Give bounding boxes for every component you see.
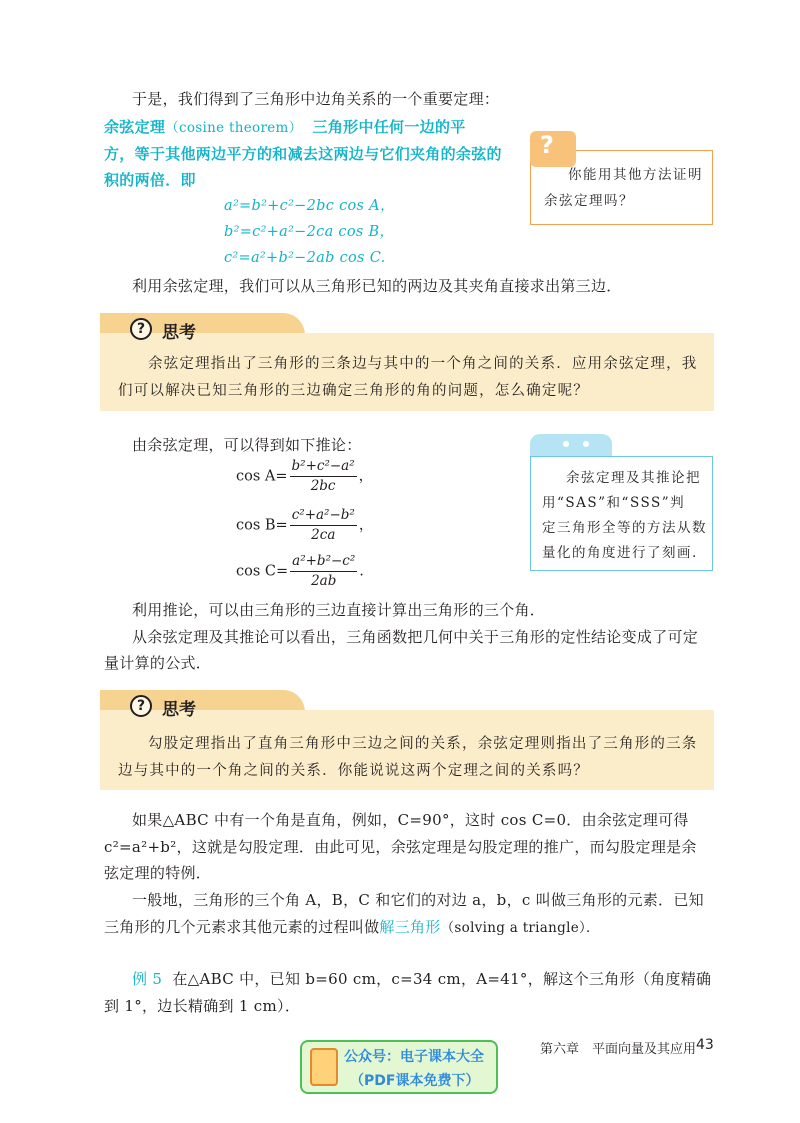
book-icon bbox=[310, 1048, 338, 1086]
example-label: 例 5 bbox=[132, 970, 163, 988]
formula-c: c²=a²+b²−2ab cos C. bbox=[224, 250, 386, 266]
think-title-1: 思考 bbox=[162, 323, 196, 343]
sidebar-dot-icon bbox=[583, 441, 589, 447]
example-text-1: 在△ABC 中，已知 b=60 cm，c=34 cm，A=41°，解这个三角形（角度精确 bbox=[172, 970, 712, 988]
think-title-2: 思考 bbox=[162, 700, 196, 720]
sidebar-note-1-line-2: 余弦定理吗？ bbox=[544, 193, 634, 209]
para-1b: 量计算的公式． bbox=[104, 654, 212, 672]
sidebar-note-2-line-4: 量化的角度进行了刻画. bbox=[542, 545, 698, 561]
sidebar-dot-icon bbox=[563, 441, 569, 447]
think-question-icon: ? bbox=[130, 318, 152, 340]
corollary-a-lhs: cos A= bbox=[236, 468, 288, 485]
corollary-a-comma: ， bbox=[358, 468, 374, 485]
theorem-statement-1: 三角形中任何一边的平 bbox=[312, 118, 466, 136]
footer-chapter: 第六章 平面向量及其应用 bbox=[540, 1042, 697, 1057]
think-1-line-2: 们可以解决已知三角形的三边确定三角形的角的问题，怎么确定呢？ bbox=[118, 383, 589, 399]
corollary-a-num: b²+c²−a² bbox=[290, 458, 357, 477]
intro-text: 于是，我们得到了三角形中边角关系的一个重要定理： bbox=[132, 90, 500, 108]
theorem-name: 余弦定理 bbox=[104, 118, 166, 136]
sidebar-note-2-line-3: 定三角形全等的方法从数 bbox=[542, 520, 707, 536]
corollary-a-den: 2bc bbox=[310, 478, 336, 494]
para-3a: 一般地，三角形的三个角 A，B，C 和它们的对边 a，b，c 叫做三角形的元素．已知 bbox=[132, 891, 704, 909]
think-1-line-1: 余弦定理指出了三角形的三条边与其中的一个角之间的关系．应用余弦定理，我 bbox=[148, 356, 698, 372]
sidebar-note-2-tab bbox=[530, 434, 612, 456]
badge-line-2: （PDF课本免费下） bbox=[350, 1073, 480, 1089]
theorem-english: （cosine theorem） bbox=[165, 120, 303, 136]
corollary-c bbox=[236, 553, 364, 590]
para-3b-pre: 三角形的几个元素求其他元素的过程叫做 bbox=[104, 918, 380, 936]
formula-a: a²=b²+c²−2bc cos A， bbox=[224, 198, 395, 214]
para-2b: c²=a²+b²，这就是勾股定理．由此可见，余弦定理是勾股定理的推广，而勾股定理是余 bbox=[104, 838, 697, 856]
example-text-2: 到 1°，边长精确到 1 cm）． bbox=[104, 997, 301, 1015]
badge-line-1: 公众号：电子课本大全 bbox=[344, 1049, 484, 1065]
term-solving-triangle: 解三角形 bbox=[379, 918, 441, 936]
theorem-statement-2: 方，等于其他两边平方的和减去这两边与它们夹角的余弦的 bbox=[104, 145, 502, 163]
corollary-a bbox=[236, 458, 373, 495]
use-corollary: 利用推论，可以由三角形的三边直接计算出三角形的三个角． bbox=[132, 601, 546, 619]
use-line: 利用余弦定理，我们可以从三角形已知的两边及其夹角直接求出第三边． bbox=[132, 277, 622, 295]
corollary-b-lhs: cos B= bbox=[236, 517, 288, 534]
example-line-1 bbox=[132, 969, 711, 989]
corollary-b-den: 2ca bbox=[311, 527, 336, 543]
page-number: 43 bbox=[696, 1037, 714, 1053]
think-2-line-1: 勾股定理指出了直角三角形中三边之间的关系，余弦定理则指出了三角形的三条 bbox=[148, 736, 698, 752]
para-3b-post: （solving a triangle）． bbox=[440, 920, 600, 936]
corollary-c-period: . bbox=[359, 563, 364, 580]
question-mark-icon: ? bbox=[540, 131, 554, 159]
corollary-intro: 由余弦定理，可以得到如下推论： bbox=[132, 436, 362, 454]
think-question-icon: ? bbox=[130, 695, 152, 717]
sidebar-note-2-line-2: 用“SAS”和“SSS”判 bbox=[542, 495, 686, 511]
para-1a: 从余弦定理及其推论可以看出，三角函数把几何中关于三角形的定性结论变成了可定 bbox=[132, 628, 699, 646]
sidebar-note-2-line-1: 余弦定理及其推论把 bbox=[566, 470, 701, 486]
sidebar-note-1-line-1: 你能用其他方法证明 bbox=[568, 167, 703, 183]
think-2-line-2: 边与其中的一个角之间的关系．你能说说这两个定理之间的关系吗？ bbox=[118, 763, 589, 779]
para-2a: 如果△ABC 中有一个角是直角，例如，C=90°，这时 cos C=0．由余弦定理可得 bbox=[132, 811, 689, 829]
corollary-c-den: 2ab bbox=[311, 573, 337, 589]
corollary-c-num: a²+b²−c² bbox=[290, 553, 357, 572]
theorem-line-1 bbox=[104, 117, 466, 138]
theorem-statement-3: 积的两倍．即 bbox=[104, 171, 196, 189]
corollary-b-num: c²+a²−b² bbox=[290, 507, 357, 526]
para-2c: 弦定理的特例． bbox=[104, 864, 212, 882]
para-3b bbox=[104, 917, 600, 938]
corollary-b bbox=[236, 507, 373, 544]
corollary-c-lhs: cos C= bbox=[236, 563, 289, 580]
corollary-b-comma: ， bbox=[358, 517, 374, 534]
formula-b: b²=c²+a²−2ca cos B， bbox=[224, 224, 395, 240]
